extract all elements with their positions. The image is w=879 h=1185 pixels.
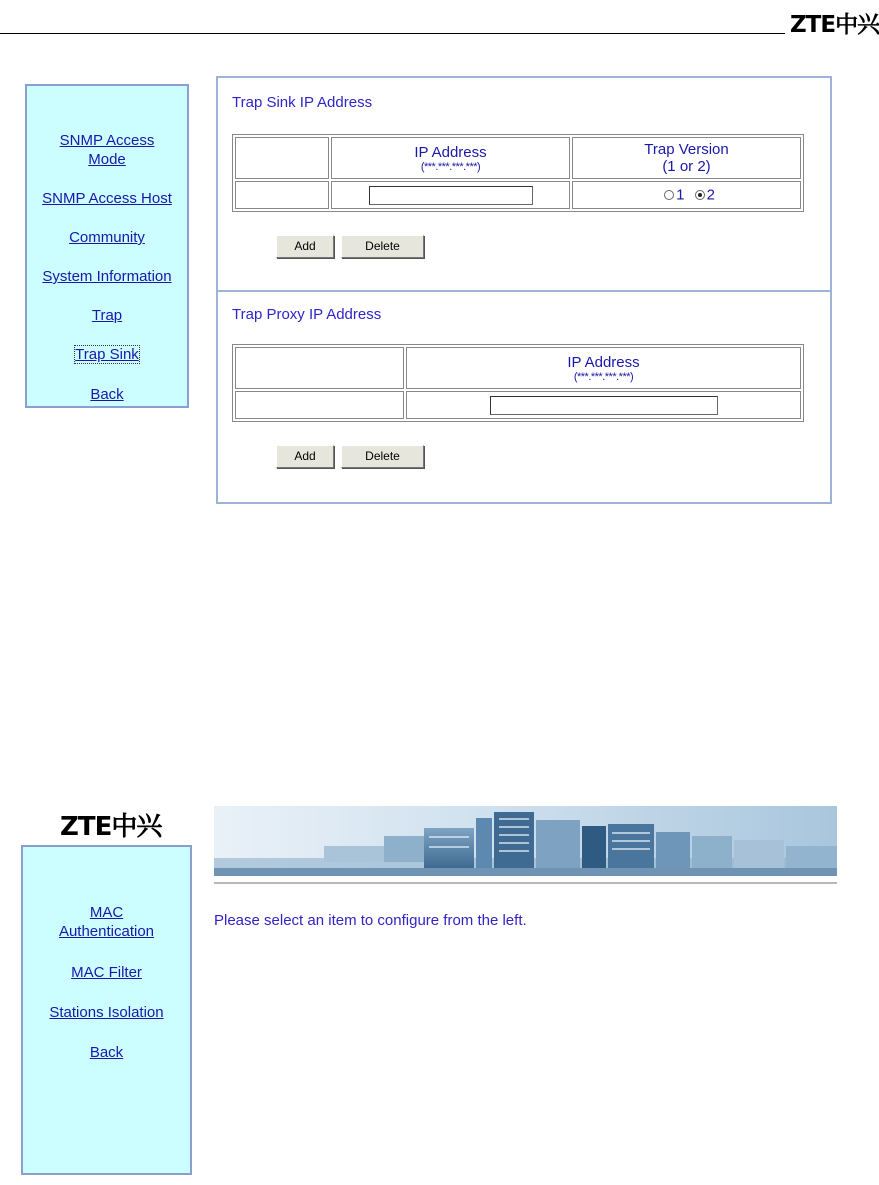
nav-mac-authentication[interactable]: MAC Authentication	[58, 904, 155, 940]
snmp-sidebar	[25, 84, 189, 408]
building-banner-image	[214, 806, 837, 876]
nav-back[interactable]: Back	[90, 386, 124, 403]
mac-sidebar	[21, 845, 192, 1175]
section-divider	[218, 290, 830, 292]
trap-proxy-table	[232, 344, 804, 422]
trap-sink-title: Trap Sink IP Address	[232, 94, 373, 111]
nav-system-information[interactable]: System Information	[42, 268, 172, 285]
trap-proxy-title: Trap Proxy IP Address	[232, 306, 382, 323]
version-2-label: 2	[706, 186, 715, 204]
version-1-radio[interactable]	[664, 190, 674, 200]
trap-proxy-delete-button[interactable]: Delete	[341, 445, 424, 468]
nav-back[interactable]: Back	[89, 1044, 124, 1061]
version-1-label: 1	[676, 186, 685, 204]
column-header-trap-version: Trap Version (1 or 2)	[572, 137, 801, 179]
table-header-empty	[235, 347, 404, 389]
column-header-ip: IP Address (***.***.***.***)	[331, 137, 570, 179]
select-item-prompt: Please select an item to configure from the left.	[214, 912, 527, 929]
table-row-empty-cell	[235, 391, 404, 419]
nav-snmp-access-mode[interactable]: SNMP Access Mode	[59, 132, 155, 168]
page-header-rule	[0, 33, 785, 34]
building-banner-graphic	[214, 806, 837, 876]
trap-proxy-ip-input[interactable]	[490, 396, 718, 415]
ip-input-cell	[331, 181, 570, 209]
trap-proxy-add-button[interactable]: Add	[276, 445, 334, 468]
trap-sink-ip-input[interactable]	[369, 186, 533, 205]
nav-trap[interactable]: Trap	[91, 307, 123, 324]
trap-sink-table	[232, 134, 804, 212]
zte-logo: ZTE中兴	[60, 812, 162, 842]
banner-divider	[214, 882, 837, 884]
nav-mac-filter[interactable]: MAC Filter	[71, 964, 142, 981]
nav-trap-sink[interactable]: Trap Sink	[75, 346, 139, 363]
nav-stations-isolation[interactable]: Stations Isolation	[49, 1004, 164, 1021]
version-radio-cell	[572, 181, 801, 209]
nav-community[interactable]: Community	[69, 229, 145, 246]
table-row-empty-cell	[235, 181, 329, 209]
trap-sink-add-button[interactable]: Add	[276, 235, 334, 258]
nav-snmp-access-host[interactable]: SNMP Access Host	[42, 190, 172, 207]
clipped-heading	[112, 70, 152, 78]
ip-input-cell	[406, 391, 801, 419]
trap-config-panel	[216, 76, 832, 504]
column-header-ip: IP Address (***.***.***.***)	[406, 347, 801, 389]
trap-sink-delete-button[interactable]: Delete	[341, 235, 424, 258]
table-header-empty	[235, 137, 329, 179]
zte-logo: ZTE中兴	[790, 12, 879, 38]
version-2-radio[interactable]	[695, 190, 705, 200]
